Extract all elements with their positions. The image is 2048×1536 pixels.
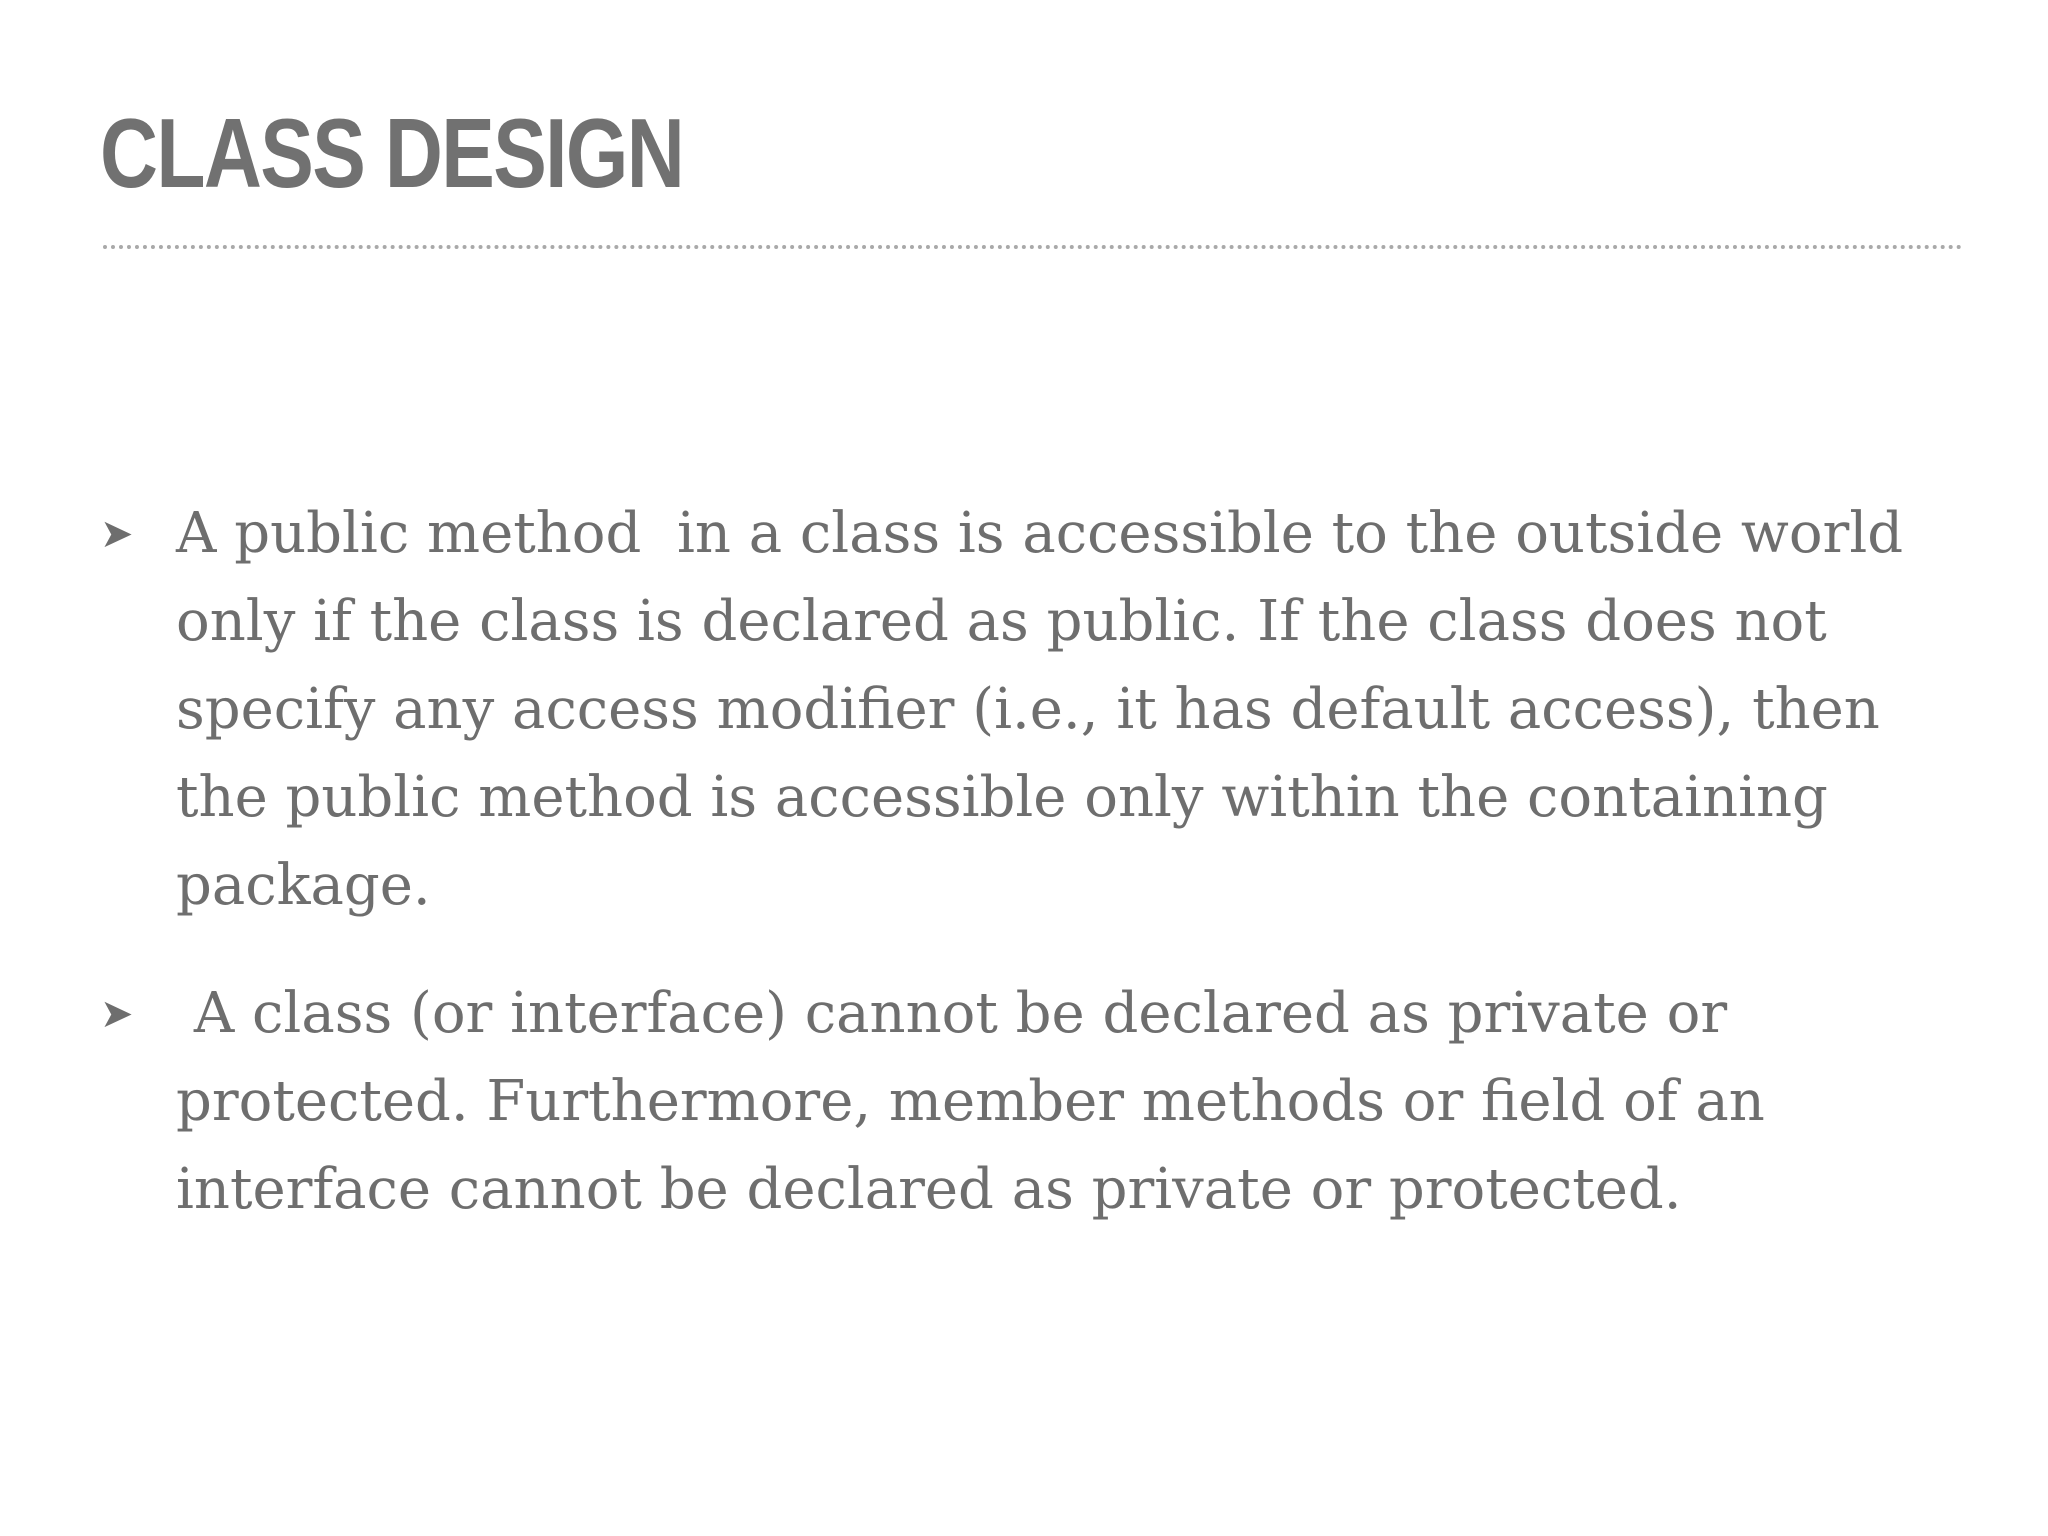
slide-title: CLASS DESIGN bbox=[100, 98, 684, 208]
arrow-bullet-icon: ➤ bbox=[100, 991, 134, 1037]
bullet-text: A class (or interface) cannot be declared as private or protected. Furthermore, member methods or field of an interface cannot be declared as private or protected. bbox=[176, 981, 1783, 1222]
bullet-list bbox=[100, 490, 1940, 1274]
title-divider bbox=[103, 245, 1963, 249]
bullet-item bbox=[100, 970, 1940, 1234]
bullet-item bbox=[100, 490, 1940, 930]
bullet-text: A public method in a class is accessible to the outside world only if the class is declared as public. If the class does not specify any access modifier (i.e., it has default access), then the public method is accessible only within the containing package. bbox=[176, 501, 1921, 918]
arrow-bullet-icon: ➤ bbox=[100, 511, 134, 557]
